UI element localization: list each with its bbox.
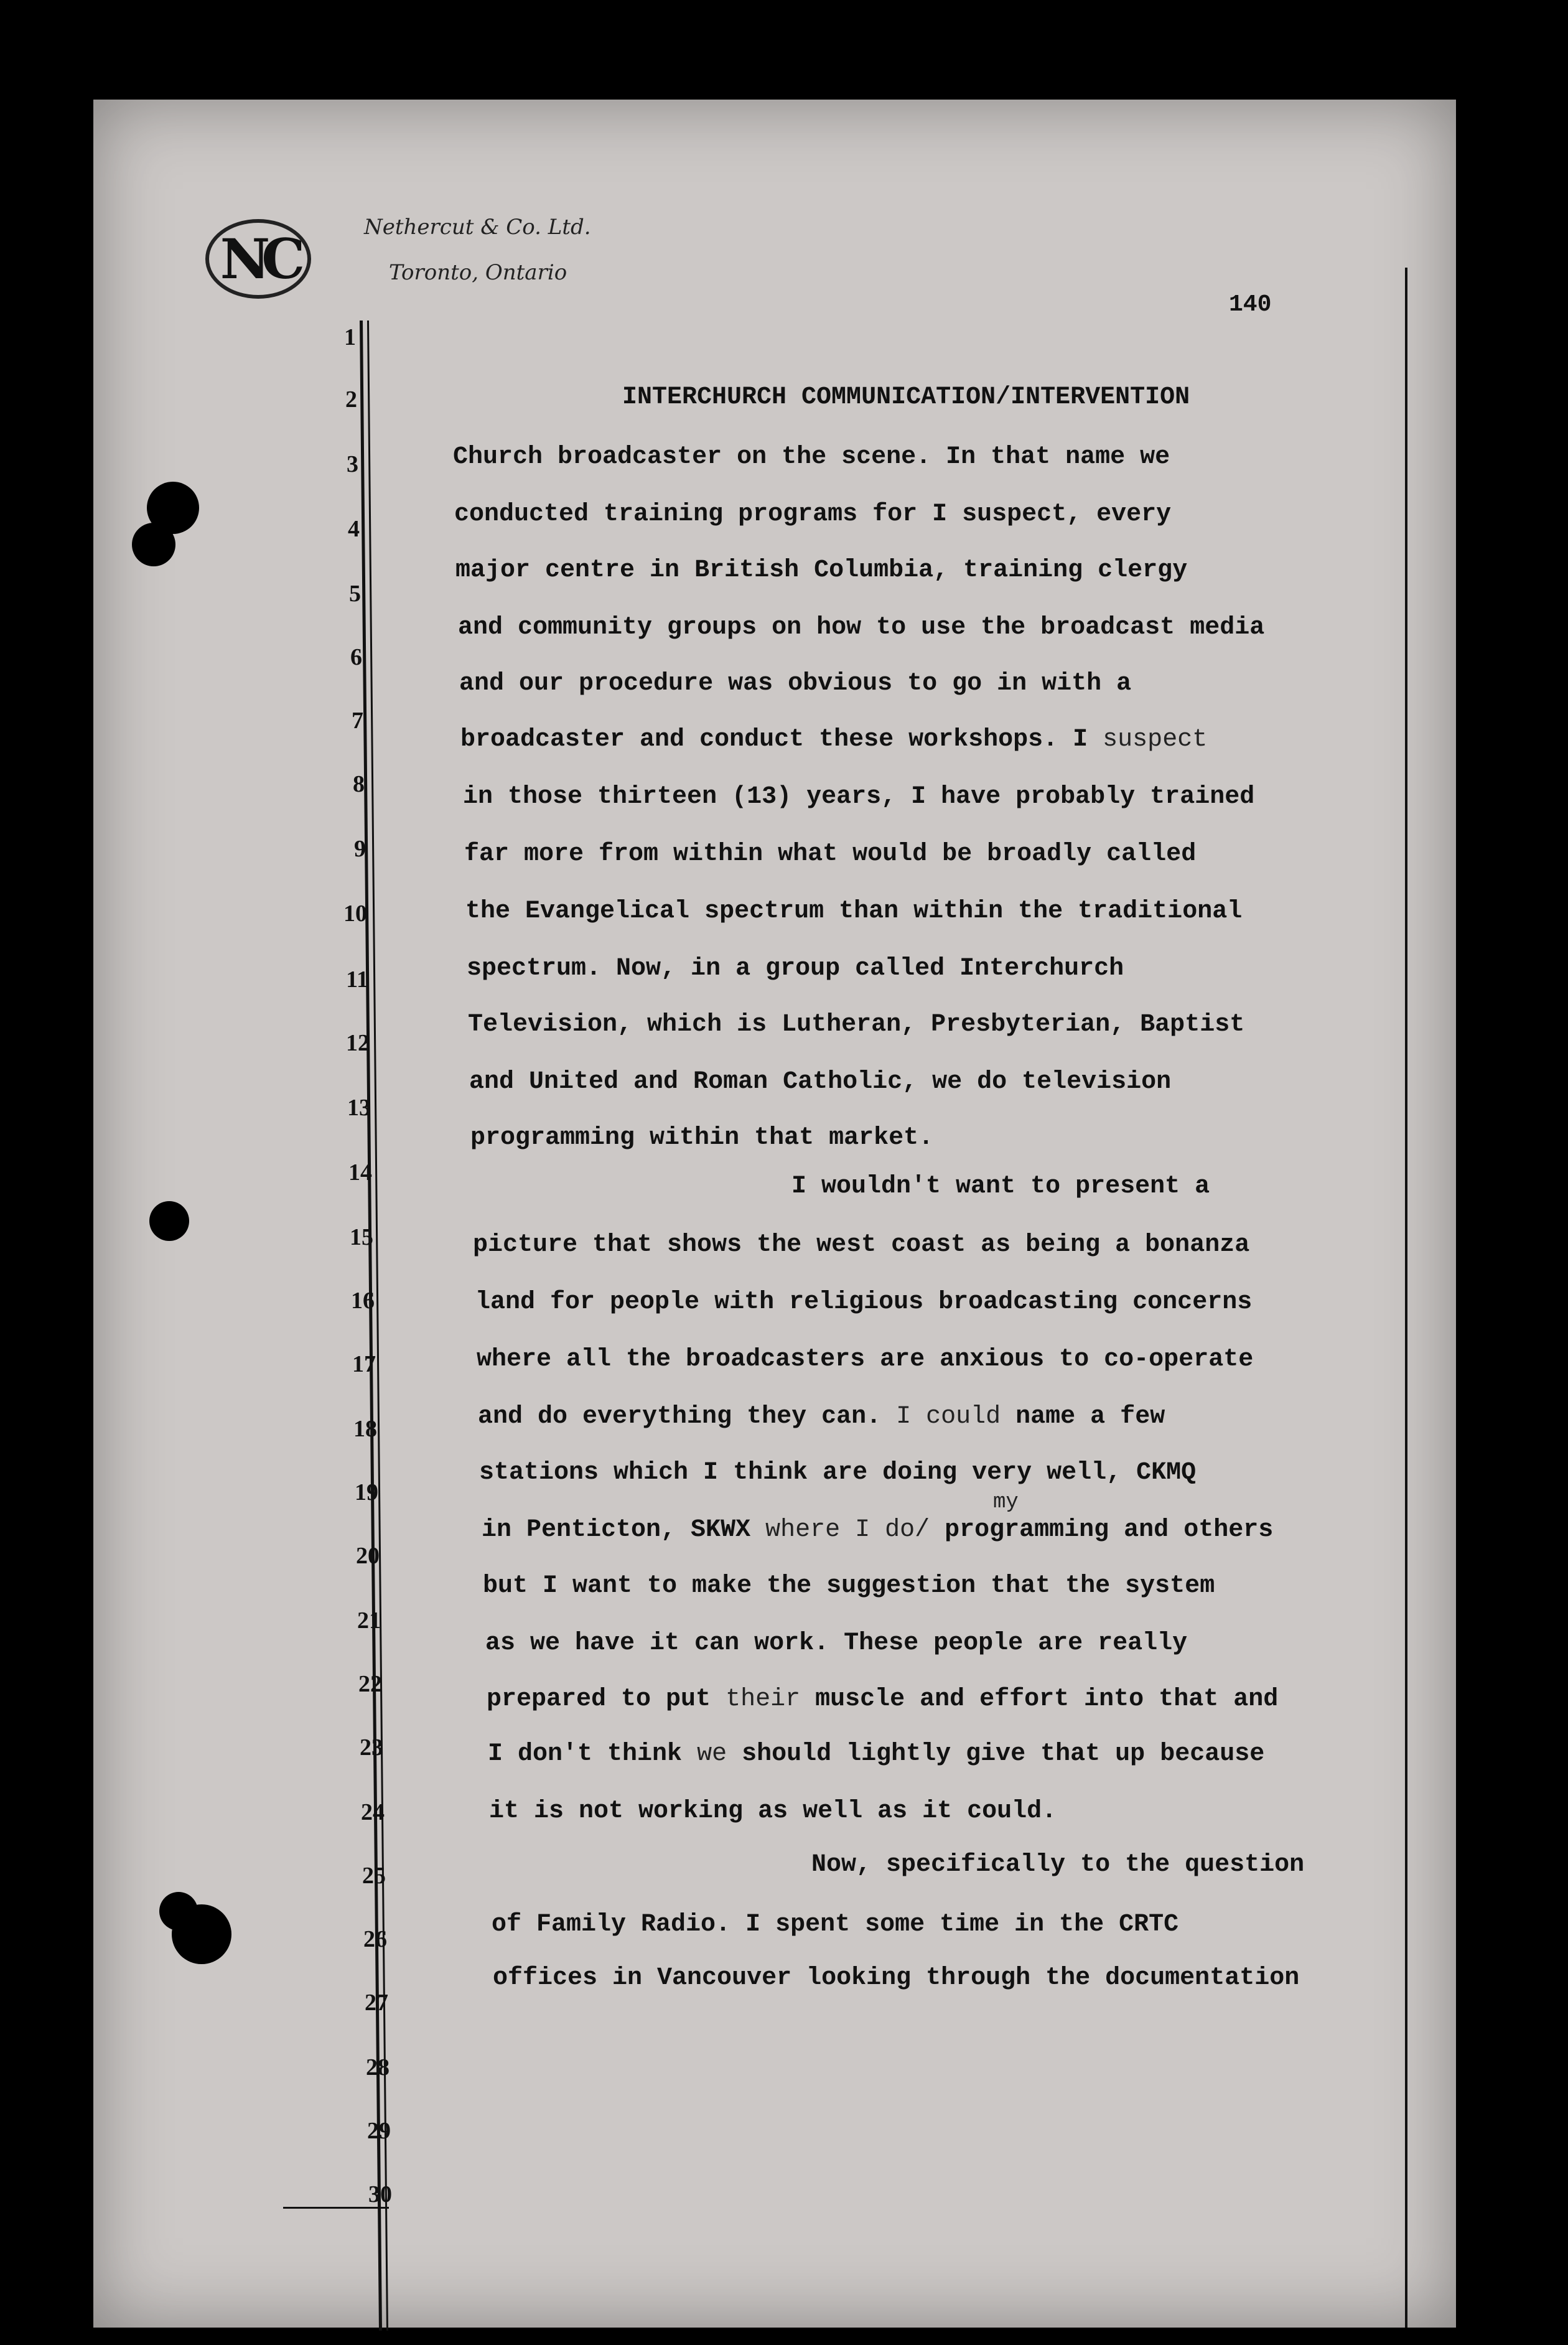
line-number: 6	[350, 644, 362, 670]
inserted-text: their	[726, 1685, 816, 1713]
line-number: 16	[351, 1288, 375, 1314]
line-number: 2	[345, 386, 357, 413]
transcript-line: programming within that market.	[470, 1124, 934, 1152]
transcript-line: conducted training programs for I suspect, every	[454, 500, 1172, 528]
typed-text: I don't think	[488, 1740, 698, 1768]
transcript-line: Now, specifically to the question	[811, 1851, 1305, 1879]
line-number: 28	[366, 2054, 390, 2081]
transcript-line: spectrum. Now, in a group called Interchurch	[467, 955, 1124, 983]
transcript-line	[460, 726, 1207, 754]
transcript-line: offices in Vancouver looking through the documentation	[493, 1964, 1300, 1992]
line-number: 11	[346, 967, 368, 993]
firm-name: Nethercut & Co. Ltd.	[364, 215, 591, 240]
typed-text: in Penticton, SKWX	[482, 1516, 766, 1544]
transcript-line: where all the broadcasters are anxious to co-operate	[477, 1346, 1254, 1374]
typed-text: programming and others	[945, 1516, 1274, 1544]
transcript-line: as we have it can work. These people are really	[485, 1629, 1188, 1657]
transcript-line: Television, which is Lutheran, Presbyterian, Baptist	[468, 1011, 1245, 1039]
transcript-line: major centre in British Columbia, training clergy	[455, 556, 1188, 584]
binder-hole	[132, 523, 175, 566]
line-number: 23	[360, 1734, 383, 1761]
transcript-line: in those thirteen (13) years, I have probably trained	[463, 783, 1255, 811]
transcript-line: and community groups on how to use the broadcast media	[458, 614, 1265, 642]
line-number: 25	[362, 1863, 386, 1889]
firm-city: Toronto, Ontario	[389, 260, 567, 285]
transcript-line: Church broadcaster on the scene. In that name we	[453, 443, 1170, 471]
transcript-line: and our procedure was obvious to go in with a	[459, 670, 1132, 698]
line-number: 22	[358, 1671, 382, 1697]
company-logo	[205, 219, 311, 299]
line-number: 30	[368, 2181, 392, 2207]
logo-monogram: NC	[220, 227, 297, 291]
binder-hole	[159, 1892, 198, 1931]
line-number: 20	[356, 1543, 380, 1569]
line-number: 14	[348, 1159, 372, 1186]
inserted-word: my	[993, 1491, 1019, 1514]
line-number: 19	[355, 1479, 378, 1505]
line-number: 13	[347, 1095, 371, 1121]
transcript-line: land for people with religious broadcasting concerns	[475, 1288, 1253, 1316]
inserted-text: suspect	[1103, 726, 1208, 754]
typed-text: muscle and effort into that and	[815, 1685, 1279, 1713]
inserted-text: we	[697, 1740, 742, 1768]
typed-text: name a few	[1015, 1403, 1165, 1431]
line-number: 24	[361, 1799, 385, 1825]
transcript-line: picture that shows the west coast as being a bonanza	[473, 1231, 1250, 1259]
transcript-line	[487, 1685, 1278, 1713]
typed-text: and do everything they can.	[478, 1403, 882, 1431]
transcript-line: stations which I think are doing very well, CKMQ	[479, 1459, 1197, 1487]
transcript-line: I wouldn't want to present a	[791, 1172, 1210, 1201]
inserted-text: where I do/	[765, 1516, 945, 1544]
transcript-line: it is not working as well as it could.	[489, 1797, 1057, 1825]
line-number: 10	[343, 901, 367, 927]
line-number: 8	[353, 771, 365, 797]
transcript-line: of Family Radio. I spent some time in the CRTC	[492, 1911, 1179, 1939]
transcript-page	[93, 100, 1456, 2328]
line-number: 1	[344, 324, 356, 350]
transcript-line: and United and Roman Catholic, we do television	[469, 1068, 1172, 1096]
line-number: 9	[354, 836, 366, 862]
transcript-line	[482, 1516, 1273, 1544]
section-heading: INTERCHURCH COMMUNICATION/INTERVENTION	[622, 383, 1190, 411]
inserted-text: I could	[881, 1403, 1016, 1431]
line-number: 17	[352, 1351, 376, 1377]
line-number: 29	[367, 2118, 391, 2144]
transcript-line	[488, 1740, 1264, 1768]
binder-hole	[149, 1201, 189, 1241]
transcript-line: but I want to make the suggestion that the system	[483, 1572, 1215, 1600]
transcript-line: far more from within what would be broadly called	[464, 840, 1197, 868]
line-number: 21	[357, 1608, 381, 1634]
typed-text: broadcaster and conduct these workshops. I	[460, 726, 1103, 754]
line-number: 7	[352, 708, 363, 734]
page-number: 140	[1229, 291, 1272, 318]
right-margin-rule	[1405, 268, 1407, 2328]
line-number: 18	[353, 1416, 377, 1442]
transcript-line: the Evangelical spectrum than within the traditional	[465, 897, 1243, 925]
line-number: 15	[350, 1224, 373, 1250]
typed-text: should lightly give that up because	[742, 1740, 1265, 1768]
line-number: 26	[363, 1926, 387, 1952]
transcript-line	[478, 1403, 1165, 1431]
typed-text: prepared to put	[487, 1685, 726, 1713]
line-number: 12	[346, 1030, 370, 1056]
line-number: 3	[347, 451, 358, 477]
line-number: 4	[348, 516, 360, 542]
line-number: 5	[349, 581, 361, 607]
line-number: 27	[365, 1990, 388, 2016]
